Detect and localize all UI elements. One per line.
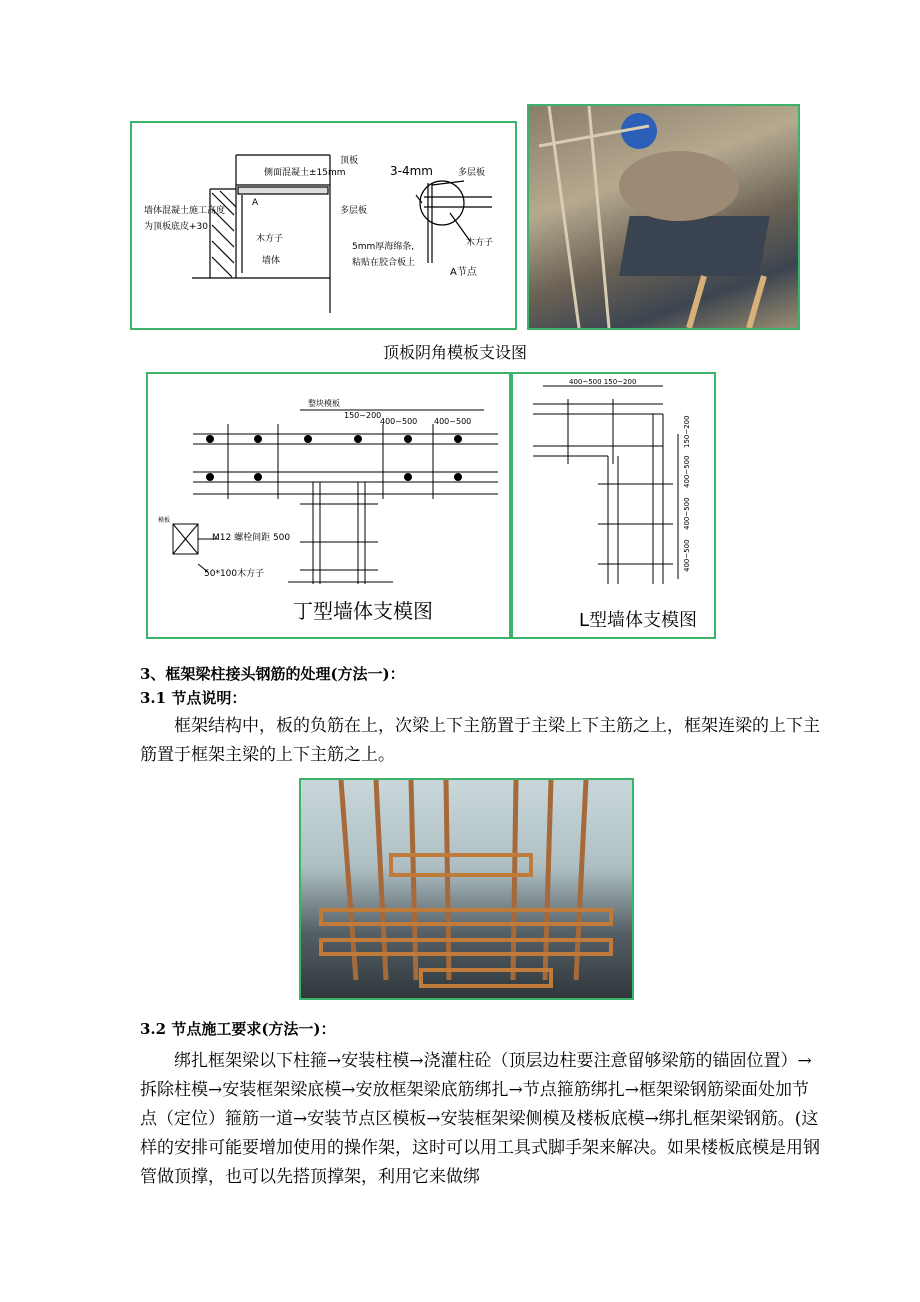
- seal-note-line1: 5mm厚海绵条,: [352, 242, 415, 252]
- bolt-note: M12 螺栓间距 500: [212, 533, 291, 543]
- timber-label-2: 木方子: [466, 238, 494, 248]
- timber-label: 50*100木方子: [204, 569, 265, 579]
- l-wall-svg: [513, 374, 714, 637]
- l-dim-side-1: 150~200: [683, 415, 691, 448]
- rebar-joint-photo: [299, 778, 634, 1000]
- paragraph-node-description: 框架结构中，板的负筋在上，次梁上下主筋置于主梁上下主筋之上，框架连梁的上下主筋置于框架主梁的上下主筋之上。: [140, 716, 820, 765]
- l-wall-formwork-drawing: [511, 372, 716, 639]
- sub32-title: 3.2 节点施工要求(方法一)：: [140, 1020, 336, 1038]
- l-dim-side-3: 400~500: [683, 497, 691, 530]
- paragraph-construction-sequence: 绑扎框架梁以下柱箍→安装柱模→浇灌柱砼（顶层边柱要注意留够梁筋的锚固位置）→拆除柱模→安装框架梁底模→安放框架梁底筋绑扎→节点箍筋绑扎→框架梁钢筋梁面处加节点（定位）箍筋一道→安装节点区模板→安装框架梁侧模及楼板底模→绑扎框架梁钢筋。(这样的安排可能要增加使用的操作架，这时可以用工具式脚手架来解决。如果楼板底模是用钢管做顶撑，也可以先搭顶撑架，利用它来做绑: [140, 1051, 820, 1187]
- timber-label: 木方子: [256, 234, 284, 244]
- rebar-photo-svg: [301, 780, 632, 998]
- l-dim-side-2: 400~500: [683, 455, 691, 488]
- top-note-label: 侧面混凝土±15mm: [264, 168, 346, 178]
- roof-corner-drawing-svg: [132, 123, 515, 328]
- plywood-label: 多层板: [340, 206, 368, 216]
- point-a-label: A: [252, 198, 259, 208]
- wall-note-line1: 墙体混凝土施工高度: [144, 206, 226, 216]
- dim-3-4mm: 3-4mm: [390, 164, 433, 178]
- t-wall-title: 丁型墙体支模图: [293, 599, 433, 623]
- seal-note-line2: 粘贴在胶合板上: [352, 258, 416, 268]
- node-a-label: A节点: [450, 267, 477, 278]
- roof-slab-label: 顶板: [340, 156, 359, 166]
- roof-corner-drawing: [130, 121, 517, 330]
- l-dim-top: 400~500 150~200: [569, 378, 637, 386]
- dim-400-500-b: 400~500: [434, 417, 472, 426]
- small-tag-label: 模板: [158, 517, 171, 524]
- figure1-caption: 顶板阴角模板支设图: [383, 343, 528, 362]
- l-wall-title: L型墙体支模图: [579, 610, 698, 631]
- wall-label: 墙体: [262, 256, 281, 266]
- plywood-label-2: 多层板: [458, 168, 486, 178]
- section3-title: 3、框架梁柱接头钢筋的处理(方法一)：: [140, 665, 405, 683]
- worker-photo: [527, 104, 800, 330]
- dim-150-200: 150~200: [344, 411, 382, 420]
- sub31-title: 3.1 节点说明：: [140, 689, 247, 707]
- whole-form-label: 整块模板: [308, 399, 340, 408]
- l-dim-side-4: 400~500: [683, 539, 691, 572]
- t-wall-svg: [148, 374, 509, 637]
- worker-photo-svg: [529, 106, 798, 328]
- wall-note-line2: 为顶板底皮+30: [144, 222, 208, 232]
- dim-400-500-a: 400~500: [380, 417, 418, 426]
- t-wall-formwork-drawing: [146, 372, 511, 639]
